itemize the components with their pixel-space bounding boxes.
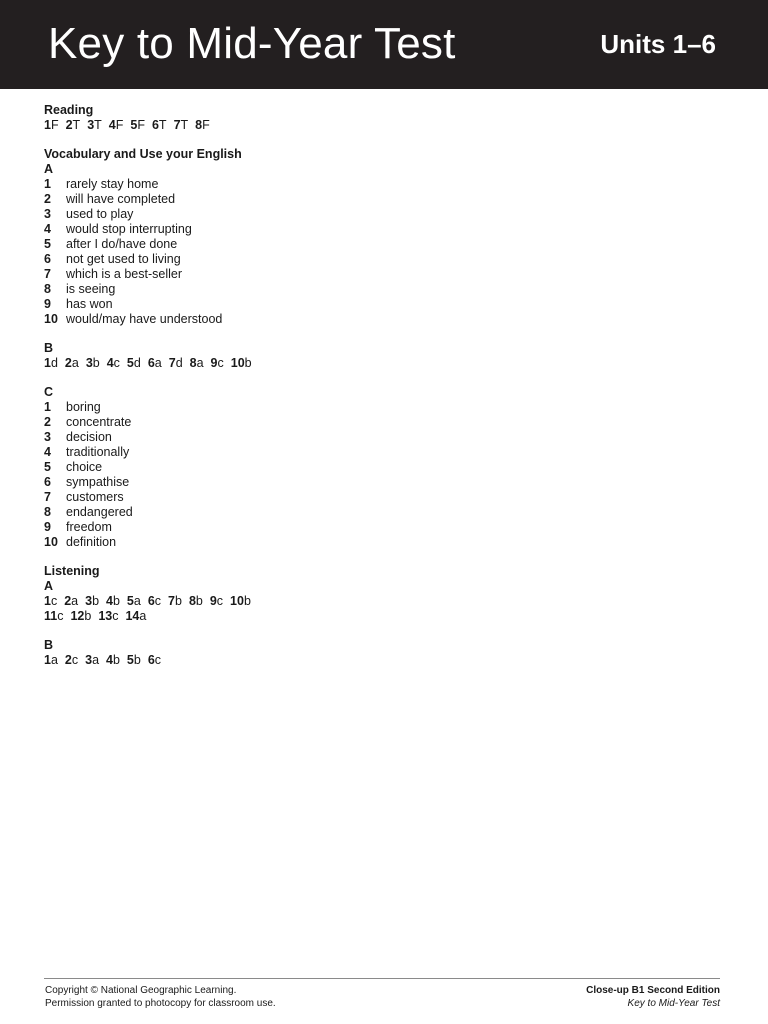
answer-row <box>44 252 724 267</box>
item-number: 7 <box>168 594 175 608</box>
item-letter: b <box>112 594 120 608</box>
item-number: 8 <box>189 356 197 370</box>
item-letter: F <box>50 118 59 132</box>
item-number: 10 <box>230 594 244 608</box>
answer-key-content <box>44 103 724 682</box>
item-number: 4 <box>106 653 113 667</box>
item-number: 2 <box>64 356 72 370</box>
answer-item <box>211 356 224 371</box>
item-number: 4 <box>44 445 51 459</box>
answer-item <box>66 118 81 133</box>
item-number: 2 <box>64 653 72 667</box>
item-number: 6 <box>147 653 155 667</box>
item-number: 5 <box>130 118 138 132</box>
item-number: 6 <box>44 475 51 489</box>
item-letter: b <box>174 594 182 608</box>
item-answer: would stop interrupting <box>66 222 192 236</box>
item-number: 14 <box>125 609 140 623</box>
item-letter: c <box>154 653 162 667</box>
answer-item <box>65 653 78 668</box>
item-letter: d <box>50 356 58 370</box>
answer-row <box>44 192 724 207</box>
answer-row <box>44 490 724 505</box>
item-letter: b <box>84 609 92 623</box>
item-answer: endangered <box>66 505 133 519</box>
item-letter: c <box>154 594 162 608</box>
copyright-text: Copyright © National Geographic Learning. <box>45 985 237 996</box>
item-number: 3 <box>85 653 93 667</box>
item-number: 5 <box>126 594 134 608</box>
item-answer: not get used to living <box>66 252 181 266</box>
answer-row <box>44 267 724 282</box>
item-letter: b <box>133 653 141 667</box>
item-answer: after I do/have done <box>66 237 178 251</box>
reading-heading: Reading <box>44 103 94 117</box>
answer-item <box>148 594 161 609</box>
listening-a-answers-row2 <box>44 609 724 624</box>
item-number: 10 <box>230 356 245 370</box>
item-number: 11 <box>44 609 58 623</box>
item-number: 7 <box>44 490 51 504</box>
answer-item <box>190 356 204 371</box>
answer-item <box>44 594 57 609</box>
book-title: Close-up B1 Second Edition <box>586 985 720 996</box>
page-footer <box>44 978 720 1009</box>
item-number: 6 <box>147 594 155 608</box>
item-number: 3 <box>44 207 51 221</box>
answer-item <box>109 118 124 133</box>
item-letter: b <box>195 594 203 608</box>
units-label: Units 1–6 <box>600 29 716 59</box>
answer-item <box>85 653 99 668</box>
answer-row <box>44 520 724 535</box>
listening-b-section <box>44 638 724 668</box>
item-letter: T <box>180 118 189 132</box>
item-number: 6 <box>44 252 51 266</box>
answer-row <box>44 207 724 222</box>
item-number: 8 <box>44 505 51 519</box>
item-number: 4 <box>106 594 113 608</box>
item-letter: T <box>94 118 102 132</box>
vocabulary-a-list <box>44 177 724 327</box>
item-letter: a <box>196 356 204 370</box>
answer-item <box>70 609 91 624</box>
answer-row <box>44 460 724 475</box>
answer-row <box>44 312 724 327</box>
item-number: 7 <box>168 356 176 370</box>
item-letter: a <box>139 609 147 623</box>
item-answer: freedom <box>66 520 112 534</box>
item-answer: decision <box>66 430 112 444</box>
item-letter: c <box>217 356 224 370</box>
vocabulary-b-answers <box>44 356 724 371</box>
item-number: 8 <box>195 118 203 132</box>
item-letter: c <box>71 653 79 667</box>
answer-row <box>44 505 724 520</box>
vocabulary-c-section <box>44 385 724 550</box>
item-number: 3 <box>87 118 95 132</box>
answer-item <box>106 594 120 609</box>
answer-item <box>210 594 223 609</box>
item-number: 3 <box>85 356 93 370</box>
reading-section <box>44 103 724 133</box>
item-answer: traditionally <box>66 445 130 459</box>
item-number: 1 <box>44 356 51 370</box>
answer-item <box>127 653 141 668</box>
item-number: 4 <box>44 222 51 236</box>
item-number: 1 <box>44 118 51 132</box>
item-letter: c <box>112 609 119 623</box>
item-number: 2 <box>44 415 51 429</box>
answer-item <box>130 118 145 133</box>
document-title: Key to Mid-Year Test <box>627 998 720 1009</box>
answer-item <box>44 609 63 624</box>
item-number: 5 <box>44 237 51 251</box>
answer-item <box>148 653 161 668</box>
item-letter: d <box>133 356 141 370</box>
item-number: 1 <box>44 653 51 667</box>
listening-a-label: A <box>44 579 54 593</box>
answer-item <box>44 653 58 668</box>
item-letter: F <box>115 118 124 132</box>
item-answer: used to play <box>66 207 134 221</box>
item-number: 6 <box>147 356 155 370</box>
answer-row <box>44 222 724 237</box>
permission-text: Permission granted to photocopy for classroom use. <box>45 998 276 1009</box>
item-number: 5 <box>126 356 134 370</box>
item-number: 9 <box>209 594 217 608</box>
item-letter: T <box>158 118 167 132</box>
answer-item <box>85 594 99 609</box>
item-number: 12 <box>70 609 85 623</box>
answer-row <box>44 430 724 445</box>
item-number: 9 <box>44 297 51 311</box>
item-number: 7 <box>173 118 181 132</box>
answer-item <box>230 594 251 609</box>
item-number: 2 <box>64 594 72 608</box>
item-number: 13 <box>98 609 113 623</box>
answer-item <box>148 356 162 371</box>
item-number: 5 <box>126 653 134 667</box>
answer-item <box>168 594 182 609</box>
answer-item <box>65 356 79 371</box>
item-letter: c <box>57 609 64 623</box>
listening-b-label: B <box>44 638 54 652</box>
answer-item <box>44 356 58 371</box>
item-answer: concentrate <box>66 415 132 429</box>
page-title: Key to Mid-Year Test <box>48 19 456 68</box>
item-answer: will have completed <box>66 192 176 206</box>
item-number: 5 <box>44 460 51 474</box>
listening-b-answers <box>44 653 724 668</box>
item-answer: boring <box>66 400 101 414</box>
item-letter: a <box>133 594 141 608</box>
item-letter: c <box>113 356 120 370</box>
item-number: 1 <box>44 177 51 191</box>
answer-item <box>125 609 146 624</box>
item-letter: b <box>243 594 251 608</box>
item-letter: b <box>92 356 100 370</box>
answer-row <box>44 475 724 490</box>
answer-row <box>44 445 724 460</box>
answer-row <box>44 297 724 312</box>
answer-item <box>169 356 183 371</box>
answer-item <box>174 118 189 133</box>
answer-row <box>44 415 724 430</box>
vocabulary-heading: Vocabulary and Use your English <box>44 147 242 161</box>
item-letter: c <box>216 594 224 608</box>
item-number: 9 <box>210 356 218 370</box>
answer-row <box>44 282 724 297</box>
vocabulary-b-label: B <box>44 341 54 355</box>
item-number: 8 <box>188 594 196 608</box>
answer-row <box>44 535 724 550</box>
item-number: 2 <box>65 118 73 132</box>
item-letter: b <box>112 653 120 667</box>
item-letter: d <box>175 356 183 370</box>
item-number: 1 <box>44 400 51 414</box>
item-letter: F <box>202 118 210 132</box>
item-answer: would/may have understood <box>66 312 223 326</box>
item-letter: a <box>71 356 79 370</box>
answer-item <box>189 594 203 609</box>
vocabulary-c-label: C <box>44 385 54 399</box>
answer-item <box>195 118 210 133</box>
item-number: 3 <box>44 430 51 444</box>
item-letter: c <box>50 594 58 608</box>
item-answer: sympathise <box>66 475 130 489</box>
answer-item <box>127 594 141 609</box>
item-number: 9 <box>44 520 51 534</box>
item-letter: b <box>244 356 252 370</box>
item-number: 6 <box>151 118 159 132</box>
answer-item <box>106 653 120 668</box>
item-number: 2 <box>44 192 51 206</box>
item-answer: is seeing <box>66 282 116 296</box>
listening-section <box>44 564 724 624</box>
vocabulary-section <box>44 147 724 327</box>
answer-item <box>127 356 141 371</box>
item-letter: a <box>71 594 79 608</box>
listening-heading: Listening <box>44 564 100 578</box>
item-answer: choice <box>66 460 103 474</box>
vocabulary-b-section <box>44 341 724 371</box>
answer-row <box>44 400 724 415</box>
vocabulary-a-label: A <box>44 162 54 176</box>
vocabulary-c-list <box>44 400 724 550</box>
item-letter: T <box>72 118 81 132</box>
item-number: 10 <box>44 312 58 326</box>
item-letter: F <box>137 118 145 132</box>
listening-a-answers-row1 <box>44 594 724 609</box>
answer-item <box>87 118 102 133</box>
item-letter: a <box>50 653 58 667</box>
reading-answers <box>44 118 724 133</box>
item-answer: customers <box>66 490 124 504</box>
item-number: 8 <box>44 282 51 296</box>
answer-row <box>44 237 724 252</box>
page-header <box>0 0 768 89</box>
item-letter: a <box>154 356 162 370</box>
item-answer: has won <box>66 297 113 311</box>
item-answer: definition <box>66 535 117 549</box>
item-letter: a <box>92 653 100 667</box>
answer-row <box>44 177 724 192</box>
answer-item <box>64 594 78 609</box>
answer-item <box>231 356 252 371</box>
answer-item <box>107 356 120 371</box>
item-number: 3 <box>85 594 93 608</box>
item-number: 7 <box>44 267 51 281</box>
item-number: 4 <box>108 118 116 132</box>
item-letter: b <box>92 594 100 608</box>
item-number: 1 <box>44 594 51 608</box>
item-answer: rarely stay home <box>66 177 159 191</box>
item-number: 10 <box>44 535 58 549</box>
footer-left <box>45 984 276 1010</box>
item-answer: which is a best-seller <box>66 267 183 281</box>
answer-item <box>98 609 118 624</box>
answer-item <box>44 118 59 133</box>
answer-item <box>86 356 100 371</box>
footer-right <box>586 984 720 1010</box>
answer-item <box>152 118 167 133</box>
item-number: 4 <box>106 356 114 370</box>
